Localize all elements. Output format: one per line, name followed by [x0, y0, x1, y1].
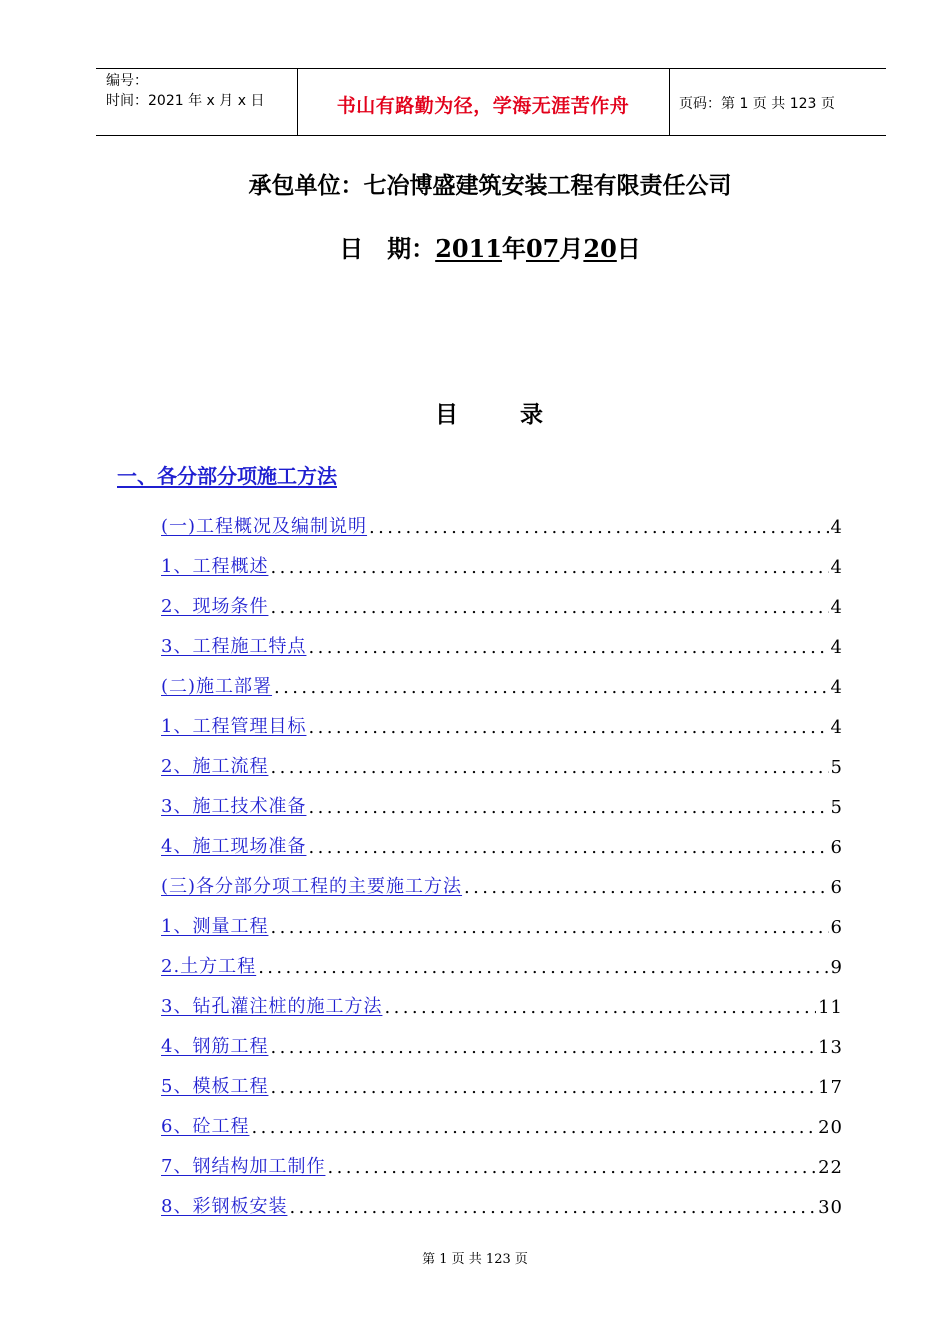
- toc-entry-page: 22: [818, 1157, 843, 1178]
- date-day: 20: [583, 234, 617, 263]
- toc-title-left: 目: [435, 401, 460, 428]
- toc-entry-link[interactable]: 8、彩钢板安装: [161, 1196, 288, 1217]
- date-day-suffix: 日: [616, 234, 641, 263]
- toc-entry[interactable]: [161, 898, 843, 938]
- toc-entry-page: 5: [830, 757, 843, 778]
- toc-entry-page: 30: [818, 1197, 843, 1218]
- toc-entry-link[interactable]: 1、工程管理目标: [161, 716, 307, 737]
- toc-entry-link[interactable]: 5、模板工程: [161, 1076, 269, 1097]
- toc-entry-link[interactable]: 4、钢筋工程: [161, 1036, 269, 1057]
- toc-leader-dots: [270, 557, 828, 578]
- toc-entry-page: 4: [830, 637, 843, 658]
- toc-leader-dots: [308, 637, 828, 658]
- toc-entry-link[interactable]: 3、钻孔灌注桩的施工方法: [161, 996, 383, 1017]
- toc-entry-link[interactable]: 3、施工技术准备: [161, 796, 307, 817]
- header-divider: [669, 69, 670, 135]
- toc-entry-link[interactable]: (一)工程概况及编制说明: [161, 516, 368, 537]
- toc-leader-dots: [369, 517, 829, 538]
- toc-entry-link[interactable]: (三)各分部分项工程的主要施工方法: [161, 876, 463, 897]
- toc-entry[interactable]: [161, 938, 843, 978]
- toc-entry-link[interactable]: 1、工程概述: [161, 556, 269, 577]
- toc-leader-dots: [251, 1117, 816, 1138]
- toc-leader-dots: [270, 1037, 816, 1058]
- toc-entry[interactable]: [161, 618, 843, 658]
- date-line: [0, 229, 950, 264]
- toc-title: [0, 396, 950, 429]
- date-month-suffix: 月: [559, 234, 584, 263]
- toc-leader-dots: [308, 837, 828, 858]
- header-meta: [106, 71, 264, 111]
- toc-entry[interactable]: [161, 738, 843, 778]
- toc-entry[interactable]: [161, 778, 843, 818]
- toc-entry[interactable]: [161, 1138, 843, 1178]
- toc-entry-page: 20: [818, 1117, 843, 1138]
- toc-entry-link[interactable]: 6、砼工程: [161, 1116, 250, 1137]
- toc-entry-page: 4: [830, 557, 843, 578]
- toc-leader-dots: [258, 957, 828, 978]
- toc-entry-page: 4: [830, 717, 843, 738]
- toc-leader-dots: [308, 717, 828, 738]
- toc-leader-dots: [327, 1157, 816, 1178]
- toc-entry-link[interactable]: 7、钢结构加工制作: [161, 1156, 326, 1177]
- toc-entry[interactable]: [161, 978, 843, 1018]
- toc-leader-dots: [270, 757, 828, 778]
- time-label: 时间：2021 年 x 月 x 日: [106, 93, 265, 109]
- toc-entry[interactable]: [161, 698, 843, 738]
- header-page-info: 页码：第 1 页 共 123 页: [679, 96, 835, 112]
- toc-entry[interactable]: [161, 578, 843, 618]
- toc-entry-page: 9: [830, 957, 843, 978]
- toc-leader-dots: [274, 677, 829, 698]
- toc-entry-link[interactable]: 2、施工流程: [161, 756, 269, 777]
- toc-entry-page: 13: [818, 1037, 843, 1058]
- toc-leader-dots: [270, 597, 828, 618]
- toc-entry-page: 17: [818, 1077, 843, 1098]
- toc-leader-dots: [384, 997, 816, 1018]
- toc-entry-page: 4: [830, 677, 843, 698]
- toc-entry-page: 6: [830, 837, 843, 858]
- toc-entry[interactable]: [161, 818, 843, 858]
- toc-entry[interactable]: [161, 1098, 843, 1138]
- toc-leader-dots: [289, 1197, 816, 1218]
- toc-entry-page: 6: [830, 877, 843, 898]
- toc-entry[interactable]: [161, 1058, 843, 1098]
- date-month: 07: [525, 234, 560, 263]
- toc-entry-link[interactable]: 4、施工现场准备: [161, 836, 307, 857]
- toc-entry-page: 11: [818, 997, 843, 1018]
- toc-entry-link[interactable]: 2.土方工程: [161, 956, 257, 977]
- header-motto: 书山有路勤为径，学海无涯苦作舟: [336, 95, 630, 117]
- toc-entry-page: 6: [830, 917, 843, 938]
- toc-entry-link[interactable]: 2、现场条件: [161, 596, 269, 617]
- toc-entry-page: 4: [830, 517, 843, 538]
- date-label: 日 期：: [339, 234, 436, 263]
- toc-leader-dots: [464, 877, 829, 898]
- toc-entry[interactable]: [161, 658, 843, 698]
- toc-entry-page: 4: [830, 597, 843, 618]
- toc-leader-dots: [308, 797, 828, 818]
- toc-section-heading-link[interactable]: 一、各分部分项施工方法: [117, 464, 337, 488]
- toc-entry[interactable]: [161, 1018, 843, 1058]
- date-year: 2011: [435, 234, 502, 263]
- contractor-line: 承包单位：七冶博盛建筑安装工程有限责任公司: [248, 172, 732, 199]
- toc-entry-link[interactable]: 1、测量工程: [161, 916, 269, 937]
- date-year-suffix: 年: [501, 234, 526, 263]
- toc-leader-dots: [270, 917, 828, 938]
- toc-entry-page: 5: [830, 797, 843, 818]
- toc-leader-dots: [270, 1077, 816, 1098]
- page-footer: 第 1 页 共 123 页: [422, 1252, 528, 1267]
- toc-entry[interactable]: [161, 1178, 843, 1218]
- toc-entry-link[interactable]: 3、工程施工特点: [161, 636, 307, 657]
- toc-list: [161, 498, 843, 1218]
- toc-entry[interactable]: [161, 538, 843, 578]
- serial-label: 编号：: [106, 73, 148, 89]
- toc-entry[interactable]: [161, 858, 843, 898]
- toc-entry-link[interactable]: (二)施工部署: [161, 676, 273, 697]
- document-header: [96, 68, 886, 136]
- toc-entry[interactable]: [161, 498, 843, 538]
- toc-title-right: 录: [520, 401, 545, 428]
